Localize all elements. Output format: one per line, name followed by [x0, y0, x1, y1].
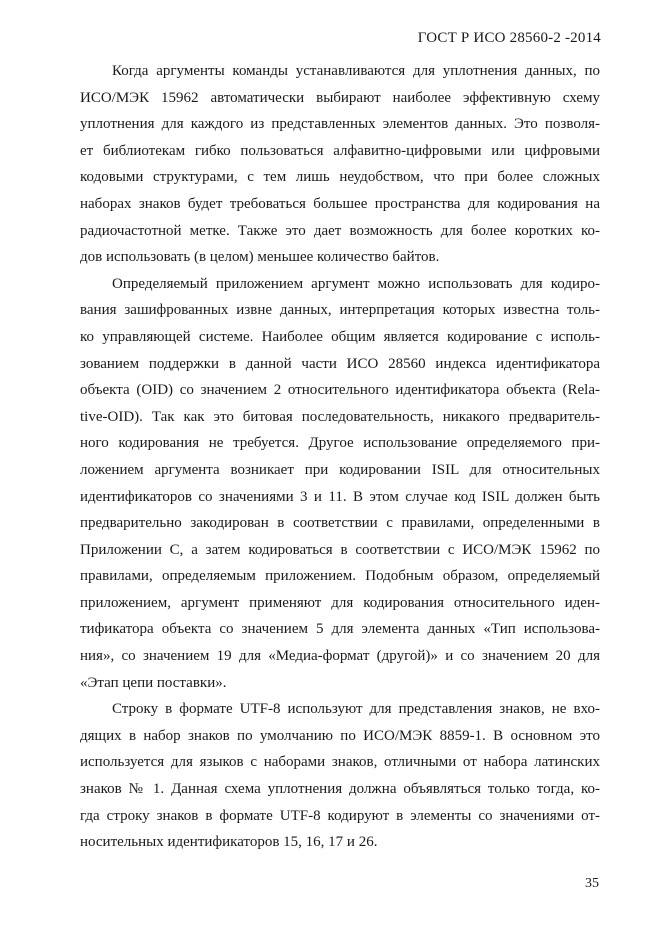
text-line: правилами, определяемым приложением. Подобным образом, определяемый — [80, 568, 600, 585]
text-line: радиочастотной метке. Также это дает возможность для более коротких ко- — [80, 222, 600, 239]
text-line: знаков № 1. Данная схема уплотнения должна объявляться только тогда, ко- — [80, 781, 600, 798]
text-line: Приложении C, а затем кодироваться в соответствии с ИСО/МЭК 15962 по — [80, 541, 600, 558]
text-line: кодовыми структурами, с тем лишь неудобством, что при более сложных — [80, 169, 600, 186]
text-line: приложением, аргумент применяют для кодирования относительного иден- — [80, 594, 600, 611]
text-line: уплотнения для каждого из представленных элементов данных. Это позволя- — [80, 116, 600, 133]
text-line: носительных идентификаторов 15, 16, 17 и 26. — [80, 834, 378, 851]
text-line: Когда аргументы команды устанавливаются для уплотнения данных, по — [112, 63, 600, 79]
text-line: ного кодирования не требуется. Другое использование определяемого при- — [80, 435, 600, 452]
document-header: ГОСТ Р ИСО 28560-2 -2014 — [417, 30, 601, 46]
text-line: «Этап цепи поставки». — [80, 674, 227, 691]
text-line: Строку в формате UTF-8 используют для представления знаков, не вхо- — [112, 701, 600, 718]
text-line: tive-OID). Так как это битовая последовательность, никакого предваритель- — [80, 408, 600, 425]
text-line: Определяемый приложением аргумент можно использовать для кодиро- — [112, 275, 600, 292]
page-number: 35 — [585, 876, 599, 891]
text-line: тификатора объекта со значением 5 для элемента данных «Тип использова- — [80, 621, 600, 638]
text-line: наборах знаков будет требоваться большее пространства для кодирования на — [80, 195, 600, 212]
text-line: ния», со значением 19 для «Медиа-формат (другой)» и со значением 20 для — [80, 648, 600, 665]
text-line: дов использовать (в целом) меньшее количество байтов. — [80, 249, 440, 266]
text-line: гда строку знаков в формате UTF-8 кодируют в элементы со значениями от- — [80, 807, 600, 824]
document-body — [80, 58, 600, 856]
text-line: объекта (OID) со значением 2 относительного идентификатора объекта (Rela- — [80, 382, 600, 399]
text-line: ложением аргумента возникает при кодировании ISIL для относительных — [80, 461, 600, 478]
text-line: зованием поддержки в данной части ИСО 28560 индекса идентификатора — [80, 355, 600, 372]
text-line: ИСО/МЭК 15962 автоматически выбирают наиболее эффективную схему — [80, 89, 600, 106]
text-line: вания зашифрованных извне данных, интерпретация которых известна толь- — [80, 302, 600, 319]
text-line: ет библиотекам гибко пользоваться алфавитно-цифровыми или цифровыми — [80, 142, 600, 159]
text-line: используется для языков с наборами знаков, отличными от набора латинских — [80, 754, 600, 771]
text-line: идентификаторов со значениями 3 и 11. В этом случае код ISIL должен быть — [80, 488, 600, 505]
text-line: ко управляющей системе. Наиболее общим является кодирование с исполь- — [80, 328, 600, 345]
text-line: предварительно закодирован в соответствии с правилами, определенными в — [80, 515, 600, 532]
text-line: дящих в набор знаков по умолчанию по ИСО/МЭК 8859-1. В основном это — [80, 727, 600, 744]
